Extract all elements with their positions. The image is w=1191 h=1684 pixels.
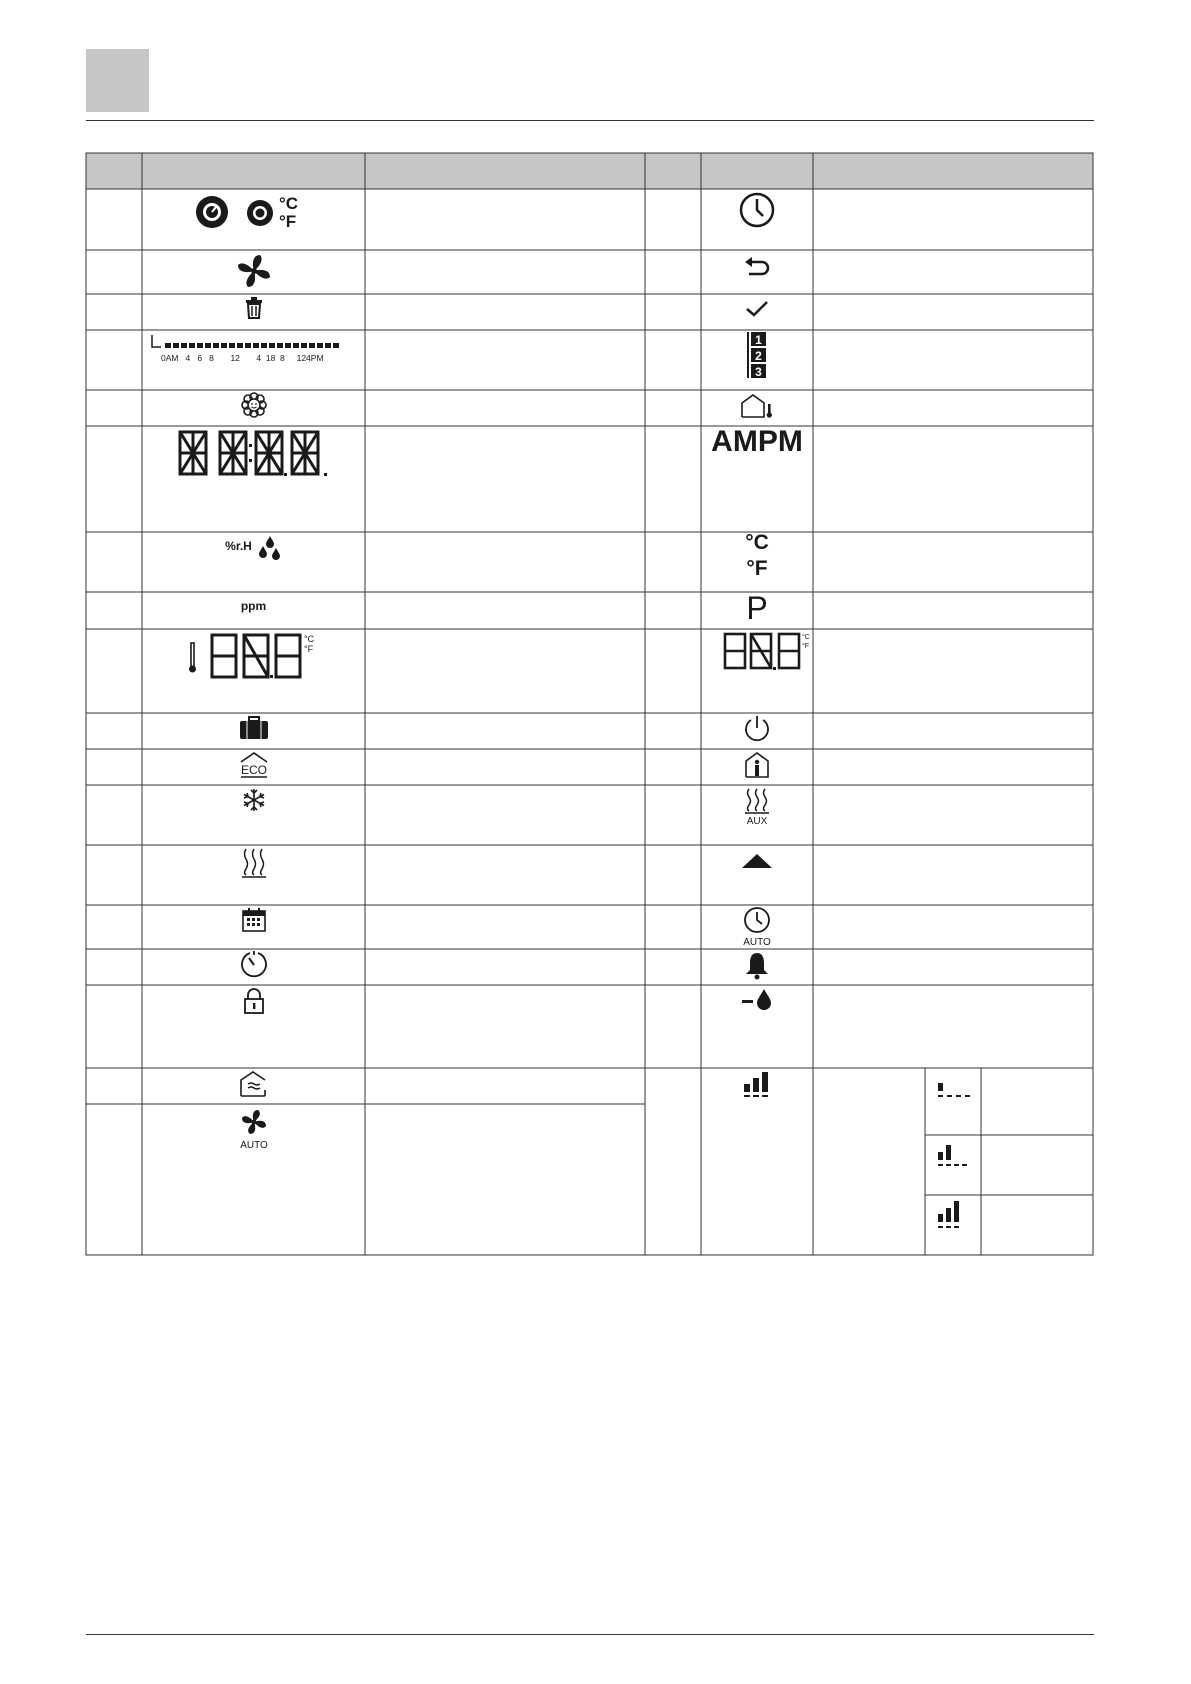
fan-icon: [235, 252, 273, 290]
signal-strength-cell: [701, 1070, 813, 1102]
clock-icon: [738, 191, 776, 229]
house-thermometer-icon: [740, 393, 774, 419]
fourteen-segment-display-cell: [142, 429, 365, 484]
time-schedule-bar-cell: [144, 333, 363, 385]
snowflake-icon: [241, 787, 267, 813]
flower-icon: [241, 392, 267, 418]
p-indicator: P: [746, 590, 768, 626]
check-cell: [701, 299, 813, 327]
trash-cell: [142, 297, 365, 327]
calendar-icon: [241, 907, 267, 933]
checkmark-icon: [744, 299, 770, 319]
small-temperature-display-icon: [722, 631, 820, 675]
aux-label: AUX: [746, 816, 768, 825]
heating-cell: [142, 847, 365, 883]
house-person-cell: [701, 751, 813, 783]
trash-icon: [244, 297, 264, 319]
fourteen-segment-display-icon: [178, 429, 330, 481]
minus-drop-icon: [740, 987, 774, 1013]
eco-house-cell: [142, 751, 365, 783]
table-header-row: [86, 153, 1093, 189]
header-rule: [86, 120, 1094, 121]
flower-cell: [142, 392, 365, 422]
power-icon: [743, 714, 771, 742]
bell-cell: [701, 950, 813, 982]
signal-level-3-icon: [935, 1198, 971, 1230]
fan-auto-label: AUTO: [239, 1140, 268, 1150]
symbol-table: [86, 153, 1093, 1255]
minus-drop-cell: [701, 987, 813, 1017]
temp-celsius-label: °C: [303, 634, 314, 644]
humidity-cell: [142, 536, 365, 576]
signal-level-1-icon: [935, 1073, 971, 1099]
celsius-unit: °C: [745, 531, 769, 554]
temperature-display-icon: [184, 631, 324, 683]
step-2-label: 2: [755, 349, 762, 363]
house-person-icon: [744, 751, 770, 779]
ppm-label: ppm: [240, 599, 267, 613]
house-air-cell: [142, 1070, 365, 1102]
units-cell: [701, 530, 813, 590]
power-cell: [701, 714, 813, 746]
return-arrow-icon: [743, 255, 771, 279]
aux-heat-icon: [742, 787, 772, 825]
eco-label: ECO: [240, 763, 267, 777]
up-triangle-cell: [701, 853, 813, 873]
small-celsius-label: °C: [801, 634, 810, 641]
step-numbers-cell: [701, 331, 813, 389]
clock-cell: [701, 191, 813, 231]
ppm-cell: [142, 599, 365, 625]
eco-house-icon: [238, 751, 270, 779]
clock-auto-cell: [701, 906, 813, 948]
fahrenheit-unit: °F: [746, 557, 768, 580]
aux-heat-cell: [701, 787, 813, 827]
fan-auto-cell: [142, 1108, 365, 1152]
ampm-indicator: AMPM: [711, 425, 803, 458]
heating-icon: [240, 847, 268, 879]
timer-icon: [240, 950, 268, 978]
signal-level-3-cell: [925, 1198, 981, 1238]
signal-level-2-cell: [925, 1138, 981, 1178]
ampm-cell: [701, 425, 813, 465]
step-1-label: 1: [755, 333, 762, 347]
step-3-label: 3: [755, 365, 762, 379]
suitcase-icon: [239, 716, 269, 740]
schedule-ticks-label: 0AM 4 6 8 12 4 18 8 124PM: [160, 353, 324, 363]
setpoint-knob-icons: [186, 193, 321, 233]
small-fahrenheit-label: °F: [801, 643, 809, 650]
thermometer-icon: [189, 643, 196, 673]
suitcase-cell: [142, 716, 365, 746]
signal-strength-icon: [741, 1070, 773, 1098]
signal-level-2-icon: [935, 1138, 971, 1168]
timer-cell: [142, 950, 365, 982]
clock-auto-label: AUTO: [743, 937, 771, 948]
footer-rule: [86, 1634, 1094, 1635]
lock-cell: [142, 987, 365, 1017]
fan-auto-icon: [237, 1108, 271, 1150]
return-cell: [701, 255, 813, 285]
time-schedule-bar-icon: [149, 333, 359, 365]
step-numbers-icon: [746, 331, 768, 379]
chapter-tab: [86, 49, 149, 112]
bell-icon: [743, 950, 771, 980]
temperature-display-cell: [142, 631, 365, 709]
humidity-label: %r.H: [225, 539, 252, 553]
calendar-cell: [142, 907, 365, 937]
house-air-icon: [239, 1070, 269, 1098]
p-cell: [701, 590, 813, 626]
small-temperature-display-cell: [701, 631, 826, 691]
celsius-label: °C: [279, 194, 299, 213]
temp-fahrenheit-label: °F: [303, 644, 313, 654]
fahrenheit-label: °F: [279, 212, 297, 231]
water-drops-icon: [258, 536, 282, 562]
lock-icon: [242, 987, 266, 1015]
fan-cell: [142, 252, 365, 292]
house-thermometer-cell: [701, 393, 813, 423]
clock-auto-icon: [740, 906, 774, 948]
snowflake-cell: [142, 787, 365, 817]
signal-level-1-cell: [925, 1073, 981, 1113]
up-triangle-icon: [741, 853, 773, 869]
